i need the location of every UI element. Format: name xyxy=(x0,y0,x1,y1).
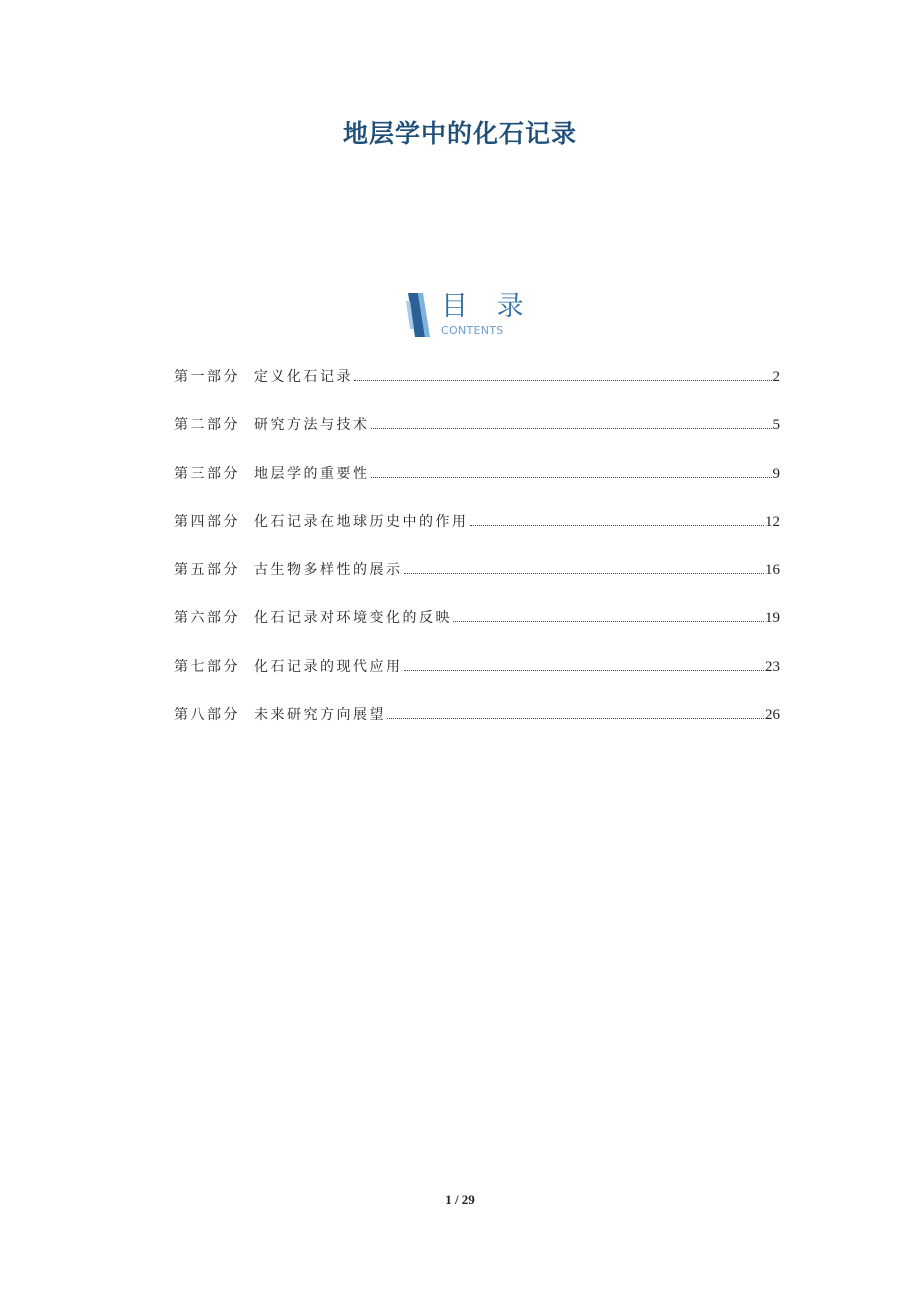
toc-entry-title: 研究方法与技术 xyxy=(254,417,370,434)
toc-entry-page: 19 xyxy=(765,610,780,627)
toc-dot-leader xyxy=(387,717,764,719)
toc-entry-part: 第四部分 xyxy=(174,513,240,530)
toc-entry-page: 23 xyxy=(765,658,780,675)
toc-entry[interactable] xyxy=(174,607,780,655)
toc-dot-leader xyxy=(354,379,772,381)
toc-entry-page: 26 xyxy=(765,707,780,724)
toc-entry-page: 12 xyxy=(765,513,780,530)
toc-entry[interactable] xyxy=(174,656,780,704)
toc-entry[interactable] xyxy=(174,366,780,414)
toc-entry-title: 化石记录对环境变化的反映 xyxy=(254,610,452,627)
toc-entry[interactable] xyxy=(174,559,780,607)
toc-entry[interactable] xyxy=(174,704,780,752)
toc-heading: 目 录 xyxy=(441,291,534,322)
toc-entry-part: 第八部分 xyxy=(174,707,240,724)
toc-entry[interactable] xyxy=(174,414,780,462)
toc-entry[interactable] xyxy=(174,463,780,511)
toc-entry-title: 定义化石记录 xyxy=(254,369,353,385)
document-title: 地层学中的化石记录 xyxy=(342,119,577,148)
toc-entry-part: 第二部分 xyxy=(174,417,240,434)
toc-list xyxy=(174,366,780,752)
toc-entry-page: 16 xyxy=(765,562,780,579)
toc-dot-leader xyxy=(404,669,765,671)
toc-entry-part: 第一部分 xyxy=(174,369,240,385)
toc-entry-part: 第六部分 xyxy=(174,610,240,627)
toc-subheading: CONTENTS xyxy=(441,324,504,337)
toc-entry-part: 第三部分 xyxy=(174,465,240,482)
toc-logo-icon xyxy=(406,293,432,339)
toc-dot-leader xyxy=(470,524,765,526)
toc-dot-leader xyxy=(371,476,772,478)
page-indicator: 1 / 29 xyxy=(445,1192,475,1207)
toc-entry-page: 2 xyxy=(772,369,780,385)
toc-header xyxy=(406,291,534,339)
toc-entry-title: 化石记录在地球历史中的作用 xyxy=(254,513,469,530)
toc-entry-title: 地层学的重要性 xyxy=(254,465,370,482)
toc-dot-leader xyxy=(453,620,764,622)
toc-entry-part: 第五部分 xyxy=(174,562,240,579)
toc-entry[interactable] xyxy=(174,511,780,559)
toc-entry-page: 9 xyxy=(772,465,780,482)
toc-entry-title: 化石记录的现代应用 xyxy=(254,658,403,675)
toc-entry-title: 古生物多样性的展示 xyxy=(254,562,403,579)
toc-entry-title: 未来研究方向展望 xyxy=(254,707,386,724)
toc-entry-part: 第七部分 xyxy=(174,658,240,675)
toc-dot-leader xyxy=(371,427,772,429)
toc-dot-leader xyxy=(404,572,765,574)
toc-entry-page: 5 xyxy=(772,417,780,434)
